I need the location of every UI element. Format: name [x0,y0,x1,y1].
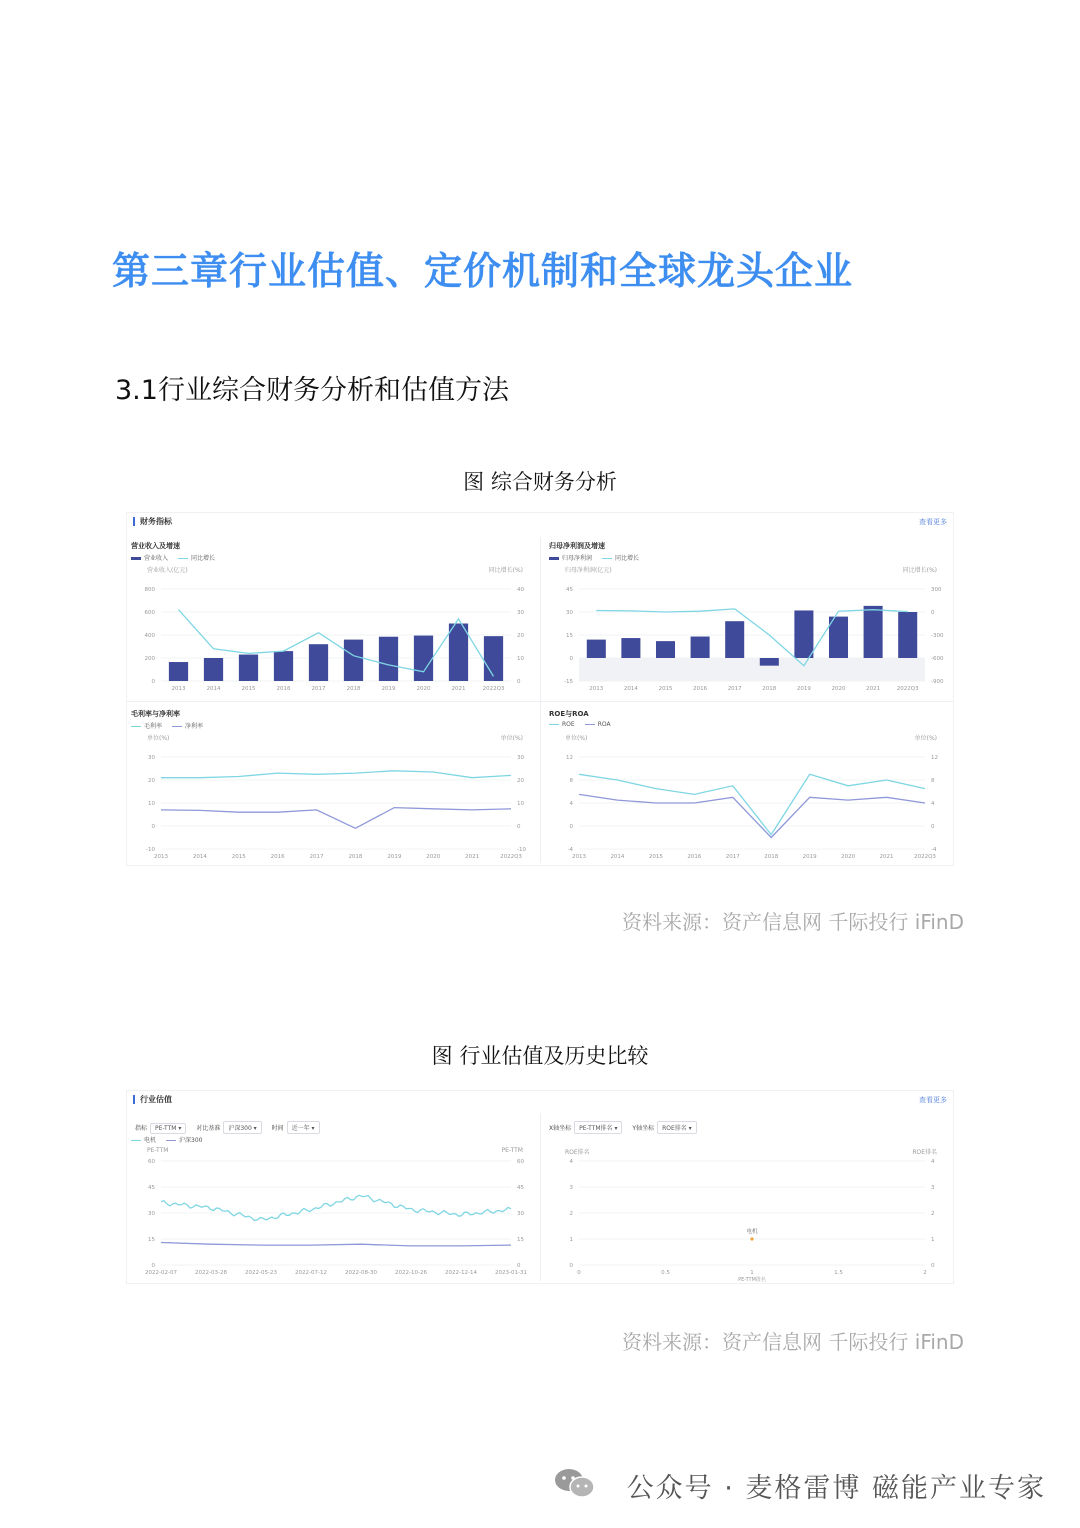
x-tick-label: 2016 [687,854,702,860]
x-tick-label: 2014 [623,686,638,692]
x-tick-label: 2018 [346,686,361,692]
y2-tick-label: 60 [517,1159,524,1165]
bar [449,624,468,682]
series-line [179,610,494,677]
y2-tick-label: 10 [517,801,524,807]
x-tick-label: 2022Q3 [914,854,936,860]
x-tick-label: 2023-01-31 [495,1270,527,1276]
y2-tick-label: 15 [517,1237,524,1243]
chart-svg [545,1131,949,1283]
chart-svg [127,707,535,863]
bar [621,638,640,658]
x-tick-label: 0.5 [661,1270,670,1276]
view-more-link[interactable]: 查看更多 [919,1096,947,1104]
series-line [579,774,925,834]
figure2-source: 资料来源：资产信息网 千际投行 iFinD [622,1330,964,1354]
y2-tick-label: -300 [931,633,944,639]
y2-tick-label: 0 [517,1263,521,1269]
x-tick-label: 2022Q3 [896,686,919,692]
figure1-caption: 图 综合财务分析 [463,470,617,494]
y2-tick-label: -900 [931,679,944,685]
bar [898,612,917,658]
x-tick-label: 2014 [192,854,207,860]
bar [760,658,779,666]
bar [725,621,744,658]
x-tick-label: 2015 [241,686,256,692]
chart-title: 毛利率与净利率 [131,710,180,718]
x-tick-label: 2014 [206,686,221,692]
divider [127,701,953,702]
y-tick-label: 45 [148,1185,155,1191]
y2-tick-label: -10 [517,847,526,853]
x-tick-label: 2019 [796,686,811,692]
y-axis-label: 归母净利润(亿元) [565,567,612,574]
x-tick-label: 2022-12-14 [445,1270,477,1276]
x-axis-dropdown[interactable]: PE-TTM排名 ▾ [574,1121,622,1134]
y2-tick-label: 3 [931,1185,935,1191]
y-tick-label: 45 [566,587,573,593]
x-tick-label: 2020 [416,686,431,692]
y-tick-label: 20 [148,778,155,784]
compare-value: 沪深300 [228,1125,252,1132]
y2-tick-label: 40 [517,587,524,593]
y2-tick-label: 45 [517,1185,524,1191]
metric-dropdown[interactable]: PE-TTM ▾ [150,1123,186,1134]
view-more-link[interactable]: 查看更多 [919,518,947,526]
legend-label: ROA [597,721,611,728]
y-axis-label: 单位(%) [565,735,588,742]
bar [239,655,258,681]
x-tick-label: 2013 [171,686,186,692]
panel-title: 财务指标 [133,517,172,526]
chart-title: 归母净利润及增速 [549,542,605,550]
x-tick-label: 2021 [451,686,466,692]
x-tick-label: 2014 [610,854,625,860]
chapter-title: 第三章行业估值、定价机制和全球龙头企业 [112,249,854,293]
y2-tick-label: 30 [517,610,524,616]
x-tick-label: 2013 [154,854,168,860]
bar [274,651,293,681]
x-tick-label: 2018 [762,686,777,692]
x-tick-label: 2016 [693,686,708,692]
y-tick-label: 60 [148,1159,155,1165]
x-axis-label: PE-TTM排名 [738,1277,766,1283]
x-tick-label: 2022-03-28 [195,1270,227,1276]
bar [169,662,188,681]
x-axis-label: X轴坐标 [549,1125,572,1132]
bar [794,610,813,658]
y-tick-label: 10 [148,801,155,807]
y2-tick-label: 0 [931,824,935,830]
y2-axis-label: 同比增长(%) [488,567,523,574]
financial-indicators-panel [126,512,954,866]
panel-title: 行业估值 [133,1095,172,1104]
bar [587,640,606,658]
y-tick-label: 4 [569,1159,573,1165]
legend-label: 电机 [144,1137,157,1144]
y-tick-label: 0 [151,824,155,830]
y-tick-label: 600 [144,610,155,616]
x-tick-label: 2016 [276,686,291,692]
x-tick-label: 2015 [658,686,673,692]
y-tick-label: -15 [564,679,573,685]
x-tick-label: 2018 [764,854,779,860]
y2-axis-label: 同比增长(%) [902,567,937,574]
y-tick-label: 4 [569,801,573,807]
wechat-icon [553,1466,597,1500]
x-tick-label: 2022-02-07 [145,1270,177,1276]
y-tick-label: 2 [569,1211,573,1217]
y-tick-label: -10 [146,847,155,853]
y-tick-label: 30 [566,610,573,616]
y-axis-label: Y轴坐标 [632,1125,655,1132]
bar [864,606,883,658]
panel-header [127,1091,953,1113]
y2-tick-label: 8 [931,778,935,784]
metric-value: PE-TTM [155,1125,177,1132]
legend-label: ROE [562,721,575,728]
series-line [161,1243,511,1246]
bar [344,640,363,681]
panel-header [127,513,953,535]
chart-svg [127,539,535,695]
y-tick-label: 15 [566,633,573,639]
x-tick-label: 1 [750,1270,754,1276]
y2-tick-label: -600 [931,656,944,662]
y-tick-label: 12 [566,755,573,761]
x-tick-label: 2017 [725,854,740,860]
legend-label: 归母净利润 [562,555,593,562]
y-axis-label: PE-TTM [147,1147,169,1154]
x-tick-label: 2022Q3 [500,854,522,860]
x-tick-label: 2022-08-30 [345,1270,377,1276]
x-tick-label: 2021 [465,854,480,860]
y2-tick-label: 20 [517,778,524,784]
y2-axis-label: ROE排名 [912,1149,937,1156]
chart-title: ROE与ROA [549,710,589,718]
y-tick-label: 200 [144,656,155,662]
x-tick-label: 2021 [879,854,894,860]
x-tick-label: 2022-05-23 [245,1270,277,1276]
x-tick-label: 2015 [648,854,663,860]
divider [540,537,541,863]
y2-axis-label: 单位(%) [500,735,523,742]
y-axis-label: 单位(%) [147,735,170,742]
x-axis-value: PE-TTM排名 [579,1125,613,1132]
roe-roa-chart [545,707,949,863]
y-tick-label: 0 [569,1263,573,1269]
x-tick-label: 2021 [866,686,881,692]
time-value: 近一年 [291,1125,310,1132]
y-tick-label: 0 [569,824,573,830]
y2-tick-label: 12 [931,755,938,761]
margin-chart [127,707,535,863]
chart-svg [545,539,949,695]
y-axis-dropdown[interactable]: ROE排名 ▾ [657,1121,697,1134]
pe-ttm-chart [127,1131,535,1279]
point-label: 电机 [746,1229,758,1235]
legend-label: 同比增长 [191,555,216,562]
data-point [750,1237,753,1240]
legend-label: 净利率 [185,723,204,730]
compare-dropdown[interactable]: 沪深300 ▾ [223,1121,261,1134]
y2-tick-label: 0 [517,679,521,685]
compare-label: 对比基准 [196,1125,221,1132]
y2-tick-label: 2 [931,1211,935,1217]
y-tick-label: 30 [148,755,155,761]
negative-band [579,658,925,681]
legend-label: 毛利率 [144,723,163,730]
figure2-caption: 图 行业估值及历史比较 [431,1044,649,1068]
legend-label: 沪深300 [179,1137,203,1144]
series-line [596,609,907,666]
rank-scatter-chart [545,1131,949,1283]
bar [379,637,398,681]
y-tick-label: 3 [569,1185,573,1191]
y-axis-label: 营业收入(亿元) [147,567,188,574]
y-tick-label: 1 [569,1237,573,1243]
x-tick-label: 2019 [802,854,817,860]
y2-axis-label: 单位(%) [914,735,937,742]
series-line [161,1195,511,1220]
industry-valuation-panel [126,1090,954,1284]
y2-tick-label: 30 [517,1211,524,1217]
x-tick-label: 2019 [381,686,396,692]
x-tick-label: 2022-07-12 [295,1270,327,1276]
metric-label: 指标 [135,1125,148,1132]
divider [540,1113,541,1281]
time-label: 时间 [271,1125,284,1132]
y-tick-label: 8 [569,778,573,784]
y-tick-label: 400 [144,633,155,639]
chart-svg [127,1131,535,1279]
x-tick-label: 2018 [348,854,363,860]
bar [691,637,710,658]
x-tick-label: 2020 [831,686,846,692]
x-tick-label: 2017 [727,686,742,692]
y2-tick-label: 300 [931,587,942,593]
series-line [579,794,925,837]
chart-title: 营业收入及增速 [131,542,180,550]
y2-tick-label: 0 [517,824,521,830]
bar [204,658,223,681]
y2-tick-label: 30 [517,755,524,761]
y-axis-label: ROE排名 [565,1149,590,1156]
y2-tick-label: 4 [931,1159,935,1165]
x-tick-label: 2017 [309,854,324,860]
x-tick-label: 2 [923,1270,927,1276]
x-tick-label: 2022Q3 [482,686,505,692]
bar [309,644,328,681]
y2-tick-label: 0 [931,1263,935,1269]
x-tick-label: 2020 [426,854,441,860]
x-tick-label: 2013 [572,854,586,860]
y-tick-label: 0 [569,656,573,662]
bar [414,636,433,681]
series-line [161,808,511,829]
y-tick-label: 15 [148,1237,155,1243]
series-line [161,771,511,778]
y-axis-value: ROE排名 [662,1125,687,1132]
footer-account: 公众号 · 麦格雷博 磁能产业专家 [626,1473,1046,1504]
section-title: 3.1行业综合财务分析和估值方法 [115,375,509,406]
x-tick-label: 2015 [231,854,246,860]
y2-tick-label: 10 [517,656,524,662]
x-tick-label: 2020 [841,854,856,860]
bar [656,641,675,658]
y2-tick-label: -4 [931,847,937,853]
x-tick-label: 2022-10-26 [395,1270,427,1276]
x-tick-label: 2016 [270,854,285,860]
y2-axis-label: PE-TTM [501,1147,523,1154]
y2-tick-label: 1 [931,1237,935,1243]
x-tick-label: 0 [577,1270,581,1276]
time-dropdown[interactable]: 近一年 ▾ [287,1121,320,1134]
net-profit-chart [545,539,949,695]
y-tick-label: -4 [567,847,573,853]
x-tick-label: 2019 [387,854,402,860]
legend-label: 营业收入 [144,555,169,562]
y2-tick-label: 20 [517,633,524,639]
bar [484,636,503,681]
y-tick-label: 800 [144,587,155,593]
y-tick-label: 0 [151,1263,155,1269]
y2-tick-label: 4 [931,801,935,807]
figure1-source: 资料来源：资产信息网 千际投行 iFinD [622,910,964,934]
x-tick-label: 2017 [311,686,326,692]
y-tick-label: 30 [148,1211,155,1217]
legend-label: 同比增长 [615,555,640,562]
x-tick-label: 2013 [589,686,604,692]
y-tick-label: 0 [151,679,155,685]
revenue-chart [127,539,535,695]
chart-svg [545,707,949,863]
y2-tick-label: 0 [931,610,935,616]
x-tick-label: 1.5 [834,1270,843,1276]
